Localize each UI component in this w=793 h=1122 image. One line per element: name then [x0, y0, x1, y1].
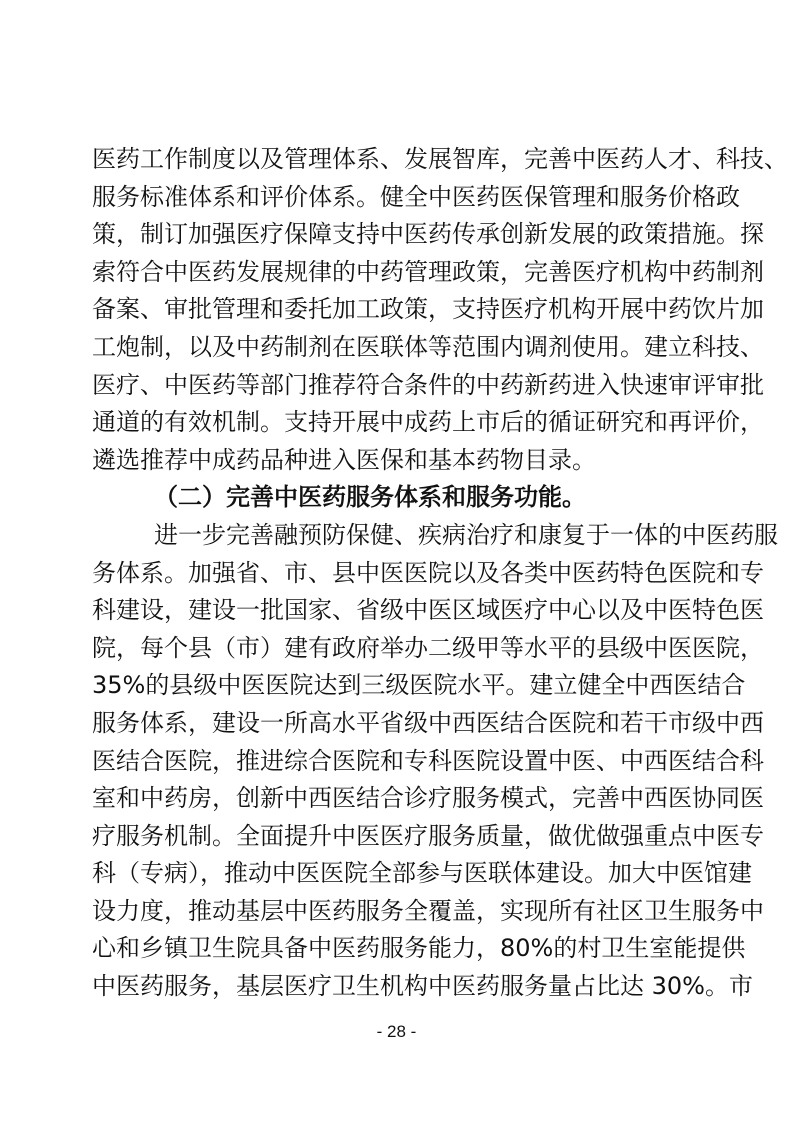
text-line: 务体系。加强省、市、县中医医院以及各类中医药特色医院和专 [92, 558, 764, 587]
text-line: 工炮制，以及中药制剂在医联体等范围内调剂使用。建立科技、 [92, 332, 764, 361]
text-line: 疗服务机制。全面提升中医医疗服务质量，做优做强重点中医专 [92, 821, 764, 850]
text-line: 策，制订加强医疗保障支持中医药传承创新发展的政策措施。探 [92, 220, 764, 249]
text-line: 医疗、中医药等部门推荐符合条件的中药新药进入快速审评审批 [92, 370, 764, 399]
text-line: 遴选推荐中成药品种进入医保和基本药物目录。 [92, 445, 596, 474]
text-line: 科（专病），推动中医医院全部参与医联体建设。加大中医馆建 [92, 859, 752, 888]
page-number: - 28 - [376, 1022, 417, 1041]
text-line: 科建设，建设一批国家、省级中医区域医疗中心以及中医特色医 [92, 596, 764, 625]
text-line: 进一步完善融预防保健、疾病治疗和康复于一体的中医药服 [154, 520, 778, 549]
text-line: 服务标准体系和评价体系。健全中医药医保管理和服务价格政 [92, 182, 740, 211]
text-line: 索符合中医药发展规律的中药管理政策，完善医疗机构中药制剂 [92, 257, 764, 286]
text-line: 院，每个县（市）建有政府举办二级甲等水平的县级中医医院， [92, 633, 764, 662]
text-line: 心和乡镇卫生院具备中医药服务能力，80%的村卫生室能提供 [92, 934, 746, 963]
text-line: 医结合医院，推进综合医院和专科医院设置中医、中西医结合科 [92, 746, 764, 775]
text-line: 服务体系，建设一所高水平省级中西医结合医院和若干市级中西 [92, 708, 764, 737]
text-line: 中医药服务，基层医疗卫生机构中医药服务量占比达 30%。市 [92, 972, 753, 1001]
text-line: 设力度，推动基层中医药服务全覆盖，实现所有社区卫生服务中 [92, 896, 764, 925]
text-line: 备案、审批管理和委托加工政策，支持医疗机构开展中药饮片加 [92, 295, 764, 324]
text-line: 室和中药房，创新中西医结合诊疗服务模式，完善中西医协同医 [92, 784, 764, 813]
section-heading: （二）完善中医药服务体系和服务功能。 [154, 483, 586, 512]
text-line: 35%的县级中医医院达到三级医院水平。建立健全中西医结合 [92, 671, 746, 700]
text-line: 医药工作制度以及管理体系、发展智库，完善中医药人才、科技、 [92, 145, 788, 173]
text-line: 通道的有效机制。支持开展中成药上市后的循证研究和再评价， [92, 408, 764, 437]
document-body [92, 141, 788, 1006]
